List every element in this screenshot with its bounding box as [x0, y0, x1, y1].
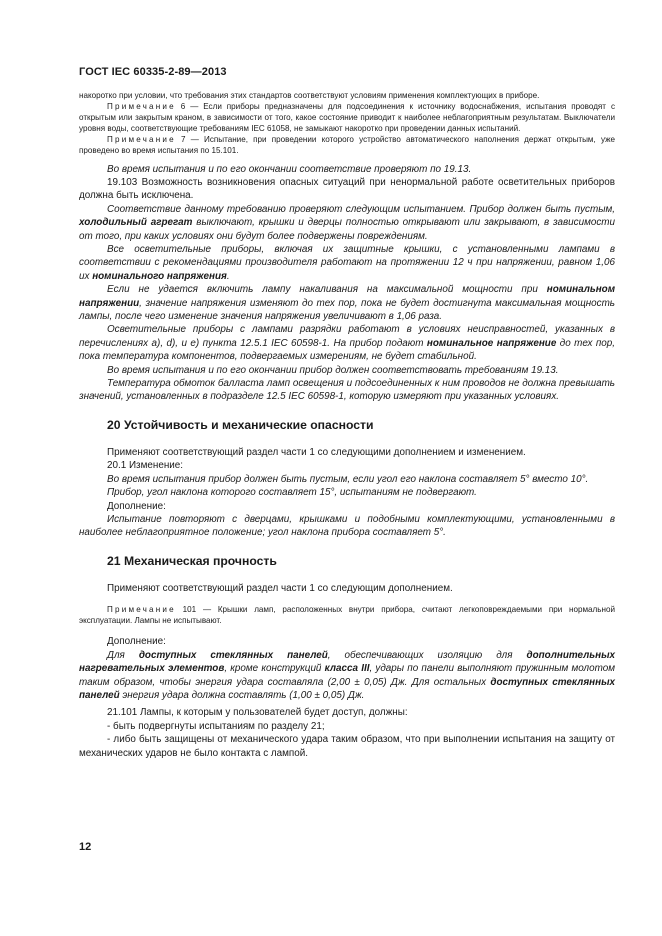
text-run: Для [107, 649, 139, 661]
plus-minus-sign: ± [354, 676, 360, 688]
paragraph-s21-addition: Дополнение: [107, 636, 166, 648]
term-bold: холодильный агрегат [79, 217, 193, 229]
term-bold: дополнительных нагревательных элементов [79, 649, 616, 675]
page-content [79, 90, 615, 760]
note-text: 6 — Если приборы предназначены для подсоединения к источнику водоснабжения, испытания проводят с открытым или закрытым краном, в зависимости от того, какое состояние приводит к наиболее неблагоприятным результатам. Выключатели уровня воды, соответствующие требованиям IEC 61058, не замыкают накоротко при проведении данных испытаний. [79, 102, 615, 134]
note-label: Примечание [107, 605, 176, 615]
term-bold: номинальное напряжение [426, 337, 557, 349]
note-continuation: накоротко при условии, что требования этих стандартов соответствуют условиям применения комплектующих в приборе. [79, 91, 540, 100]
paragraph-s21-apply: Применяют соответствующий раздел части 1 со следующим дополнением. [107, 582, 453, 594]
note-7 [79, 134, 615, 156]
note-text: 101 — Крышки ламп, расположенных внутри прибора, считают легкоповреждаемыми при нормальной эксплуатации. Лампы не испытывают. [79, 605, 615, 626]
paragraph-21-101: 21.101 Лампы, к которым у пользователей будет доступ, должны: [107, 707, 408, 719]
text-run: . [226, 270, 230, 282]
section-20-heading: 20 Устойчивость и механические опасности [107, 417, 374, 432]
paragraph-s20-addition: Дополнение: [107, 500, 166, 512]
paragraph-lighting-devices [79, 243, 615, 283]
term-bold: номинальном напряжении [79, 284, 615, 309]
paragraph-incandescent [79, 283, 615, 323]
page-number: 12 [79, 841, 92, 853]
text-run: 0,05) Дж. Для остальных [359, 676, 491, 688]
text-run: энергия удара должна составлять (1,00 [119, 689, 315, 701]
text-run: Если не удается включить лампу накаливания на максимальной мощности при [107, 284, 547, 296]
section-21-heading: 21 Механическая прочность [107, 553, 277, 568]
term-bold: номинального напряжения [92, 270, 227, 282]
paragraph-s20-apply: Применяют соответствующий раздел части 1 со следующими дополнением и изменением. [107, 446, 526, 458]
note-6 [79, 101, 615, 134]
term-bold: доступных стеклянных панелей [138, 649, 328, 661]
note-label: Примечание [107, 135, 176, 145]
paragraph-requirements-19-13: Во время испытания и по его окончании прибор должен соответствовать требованиям 19.13. [107, 364, 559, 376]
paragraph-19-103: 19.103 Возможность возникновения опасных ситуаций при ненормальной работе осветительных приборов должна быть исключена. [79, 176, 615, 202]
paragraph-discharge-lamps [79, 323, 615, 363]
paragraph-s20-change: 20.1 Изменение: [107, 460, 184, 472]
paragraph-s20-tilt-5: Во время испытания прибор должен быть пустым, если угол его наклона составляет 5° вместо 10°. [107, 473, 589, 485]
text-run: Соответствие данному требованию проверяют следующим испытанием. Прибор должен быть пустым, [107, 203, 615, 215]
text-run: , кроме конструкций [224, 663, 325, 675]
document-header: ГОСТ IEC 60335-2-89—2013 [79, 66, 227, 78]
text-run: Все осветительные приборы, включая их защитные крышки, с установленными лампами в соответствии с рекомендациями производителя работают на протяжении 12 ч при напряжении, равном 1,06 их [79, 244, 615, 282]
list-item: - быть подвергнуты испытаниям по разделу 21; [107, 720, 325, 732]
text-run: выключают, крышки и дверцы полностью открывают или закрывают, в зависимости от того, при каких условиях они будут более подвержены повреждениям. [79, 217, 616, 242]
plus-minus-sign: ± [314, 689, 320, 701]
paragraph-ballast-temperature: Температура обмоток балласта ламп освещения и подсоединенных к ним проводов не должна превышать значений, установленных в подразделе 12.5 IEC 60598-1, которую измеряют при указанных условиях. [79, 378, 615, 403]
text-run: , значение напряжения изменяют до тех пор, пока не будет достигнута максимальная мощность лампы, после чего изменение значения напряжения увеличивают в 1,06 раза. [79, 297, 615, 323]
paragraph-s20-repeat-test: Испытание повторяют с дверцами, крышками и подобными комплектующими, установленными в наиболее неблагоприятное положение; угол наклона прибора составляет 5°. [79, 513, 615, 539]
note-text: 7 — Испытание, при проведении которого устройство автоматического наполнения держат открытым, уже проведено во время испытания по 15.101. [79, 135, 615, 156]
paragraph-compliance-19-13: Во время испытания и по его окончании соответствие проверяют по 19.13. [107, 163, 472, 175]
term-bold: доступных стеклянных панелей [79, 676, 615, 701]
term-bold: класса III [324, 663, 370, 675]
paragraph-s20-tilt-15: Прибор, угол наклона которого составляет 15°, испытаниям не подвергают. [107, 487, 477, 499]
note-label: Примечание [107, 102, 176, 112]
paragraph-glass-panels [79, 649, 615, 703]
list-item: - либо быть защищены от механического удара таким образом, что при выполнении испытания на защиту от механических ударов не было контакта с лампой. [79, 734, 615, 759]
text-run: 0,05) Дж. [319, 689, 365, 701]
text-run: Осветительные приборы с лампами разрядки работают в условиях неисправностей, указанных в перечислениях а), d), и е) пункта 12.5.1 IEC 60598-1. На прибор подают [79, 324, 615, 349]
text-run: , обеспечивающих изоляцию для [327, 649, 527, 661]
paragraph-test-method [79, 203, 615, 243]
text-run: до тех пор, пока температура компонентов, подвергаемых измерениям, не будет стабильной. [79, 337, 615, 363]
note-101 [79, 604, 615, 626]
text-run: , удары по панели выполняют пружинным молотом таким образом, чтобы энергия удара составляла (2,00 [79, 663, 615, 688]
